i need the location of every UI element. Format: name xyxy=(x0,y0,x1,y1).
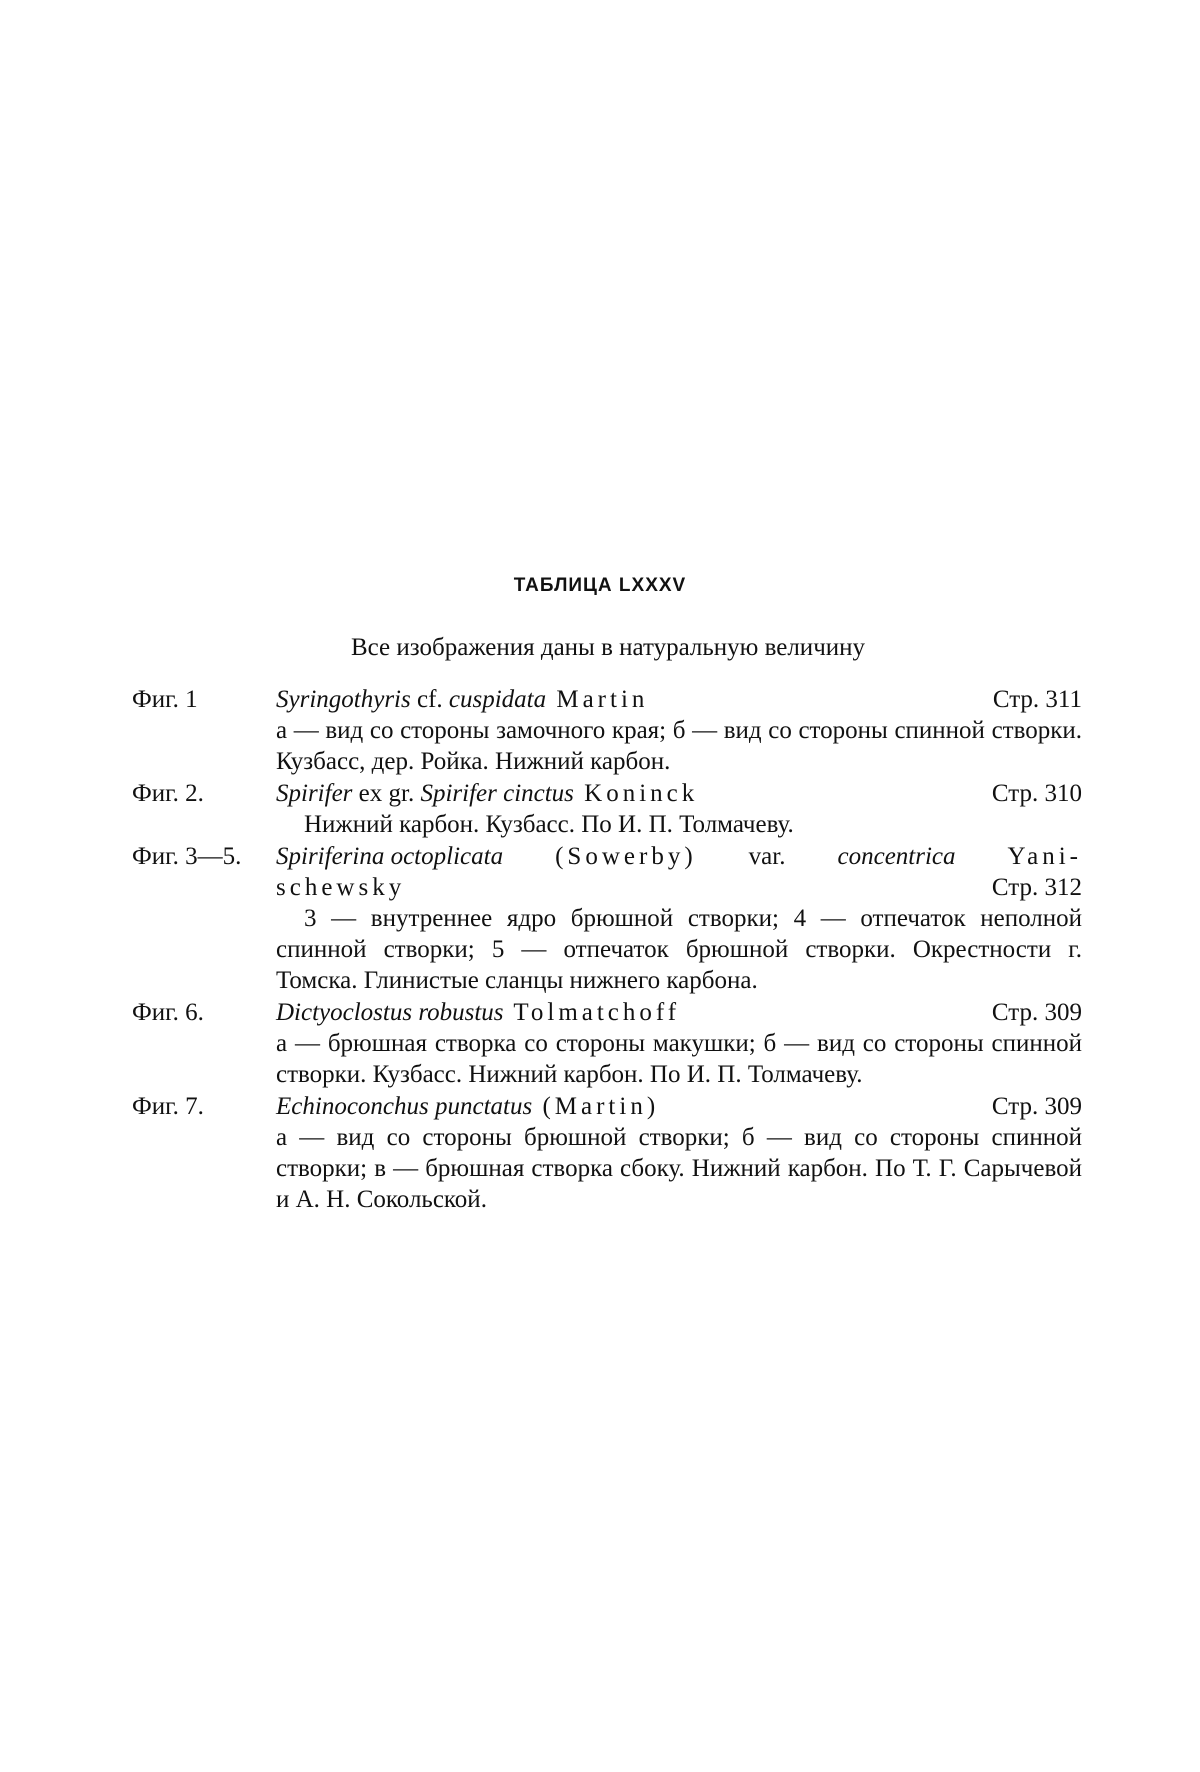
taxon-qualifier: cf. xyxy=(410,686,449,713)
variety-name: concentrica xyxy=(837,843,956,870)
figure-entry xyxy=(132,778,1082,840)
taxon-name xyxy=(276,684,648,715)
species-name: Spiriferina octoplicata xyxy=(276,843,504,870)
figure-entry xyxy=(132,841,1082,996)
taxon-qualifier: ex gr. xyxy=(352,780,421,807)
taxon-author: Tolmatchoff xyxy=(503,999,681,1026)
taxon-author: (Sowerby) xyxy=(555,843,697,870)
page-reference: Стр. 310 xyxy=(991,780,1082,807)
figure-description: а — брюшная створка со стороны макушки; б — вид со стороны спинной створки. Кузбасс. Нижний карбон. По И. П. Толмачеву. xyxy=(276,1030,1082,1088)
figure-number: Фиг. 3—5. xyxy=(132,843,242,870)
figure-number: Фиг. 1 xyxy=(132,686,198,713)
figure-description: 3 — внутреннее ядро брюшной створки; 4 — отпечаток неполной спинной створки; 5 — отпечаток брюшной створки. Окрестности г. Томска. Глинистые сланцы нижнего карбона. xyxy=(276,905,1082,994)
figure-description: а — вид со стороны брюшной створки; б — вид со стороны спинной створки; в — брюшная створка сбоку. Нижний карбон. По Т. Г. Сарычевой и А. Н. Сокольской. xyxy=(276,1124,1082,1213)
page-reference: Стр. 309 xyxy=(991,1093,1082,1120)
species-name: Syringothyris xyxy=(276,686,411,713)
variety-author: Yani- xyxy=(1007,843,1082,870)
heading-line-2 xyxy=(276,872,1082,903)
page-reference: Стр. 312 xyxy=(991,874,1082,901)
heading-line-1 xyxy=(276,841,1082,872)
species-epithet: Spirifer cinctus xyxy=(420,780,574,807)
figure-description: Нижний карбон. Кузбасс. По И. П. Толмачеву. xyxy=(304,811,794,838)
page-reference: Стр. 309 xyxy=(991,999,1082,1026)
taxon-author: (Martin) xyxy=(532,1093,660,1120)
species-name: Dictyoclostus robustus xyxy=(276,999,504,1026)
entry-heading xyxy=(276,1091,1082,1122)
figure-list xyxy=(132,684,1082,1216)
figure-entry xyxy=(132,997,1082,1090)
page-reference: Стр. 311 xyxy=(992,686,1082,713)
species-epithet: cuspidata xyxy=(448,686,547,713)
variety-marker: var. xyxy=(748,843,786,870)
taxon-author: Martin xyxy=(546,686,649,713)
species-name: Echinoconchus punctatus xyxy=(276,1093,533,1120)
figure-entry xyxy=(132,1091,1082,1215)
taxon-name xyxy=(276,997,680,1028)
entry-heading xyxy=(276,841,1082,903)
entry-heading xyxy=(276,684,1082,715)
figure-number: Фиг. 7. xyxy=(132,1093,204,1120)
entry-heading xyxy=(276,997,1082,1028)
plate-subtitle: Все изображения даны в натуральную величину xyxy=(350,634,866,661)
figure-description: а — вид со стороны замочного края; б — вид со стороны спинной створки. Кузбасс, дер. Ройка. Нижний карбон. xyxy=(276,717,1082,775)
plate-title: ТАБЛИЦА LXXXV xyxy=(513,575,687,596)
figure-number: Фиг. 2. xyxy=(132,780,204,807)
entry-heading xyxy=(276,778,1082,809)
taxon-author: Koninck xyxy=(573,780,699,807)
figure-entry xyxy=(132,684,1082,777)
figure-number: Фиг. 6. xyxy=(132,999,204,1026)
species-name: Spirifer xyxy=(276,780,353,807)
taxon-name xyxy=(276,778,698,809)
taxon-name xyxy=(276,1091,659,1122)
variety-author-continued: schewsky xyxy=(276,874,406,901)
